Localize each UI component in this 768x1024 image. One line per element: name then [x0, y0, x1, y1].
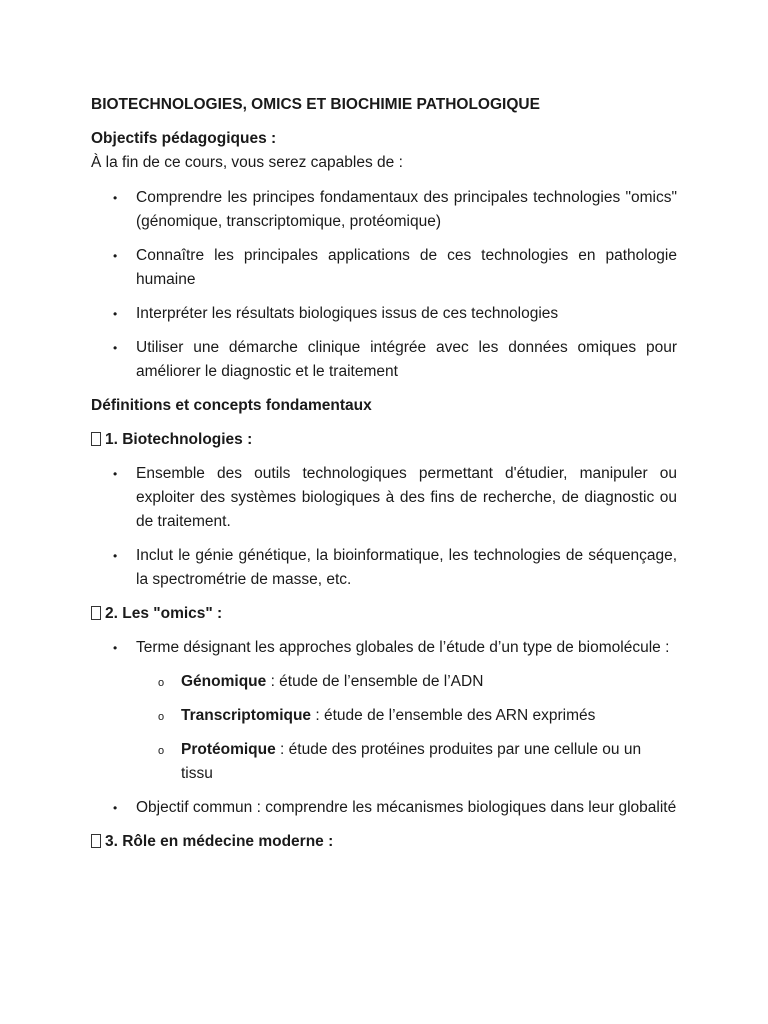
omics-item: • Objectif commun : comprendre les mécanismes biologiques dans leur globalité — [91, 796, 677, 820]
omics-desc: : étude de l’ensemble de l’ADN — [266, 673, 484, 690]
objective-item: • Interpréter les résultats biologiques issus de ces technologies — [91, 302, 677, 326]
objective-item: • Connaître les principales applications de ces technologies en pathologie humaine — [91, 244, 677, 292]
objective-item: • Utiliser une démarche clinique intégrée avec les données omiques pour améliorer le diagnostic et le traitement — [91, 336, 677, 384]
missing-glyph-icon — [91, 606, 101, 620]
section-omics-heading — [91, 602, 677, 626]
document-title: BIOTECHNOLOGIES, OMICS ET BIOCHIMIE PATHOLOGIQUE — [91, 96, 540, 113]
omics-sublist — [136, 670, 677, 786]
omics-desc: : étude des protéines produites par une cellule ou un tissu — [181, 741, 642, 782]
section-medicine-title: 3. Rôle en médecine moderne : — [105, 833, 334, 850]
section-biotechnologies-title: 1. Biotechnologies : — [105, 431, 253, 448]
omics-term: Protéomique — [181, 741, 276, 758]
section-medicine-heading — [91, 830, 677, 854]
objectives-heading: Objectifs pédagogiques : — [91, 130, 277, 147]
omics-term: Transcriptomique — [181, 707, 312, 724]
document-page — [91, 93, 677, 864]
definitions-heading: Définitions et concepts fondamentaux — [91, 397, 372, 414]
omics-term: Génomique — [181, 673, 267, 690]
missing-glyph-icon — [91, 432, 101, 446]
omics-item — [91, 636, 677, 786]
biotech-item: • Ensemble des outils technologiques permettant d'étudier, manipuler ou exploiter des systèmes biologiques à des fins de recherche, de diagnostic ou de traitement. — [91, 462, 677, 534]
missing-glyph-icon — [91, 834, 101, 848]
omics-item-text: Terme désignant les approches globales de l’étude d’un type de biomolécule : — [136, 639, 670, 656]
omics-subitem — [136, 704, 677, 728]
biotech-item: • Inclut le génie génétique, la bioinformatique, les technologies de séquençage, la spectrométrie de masse, etc. — [91, 544, 677, 592]
section-omics-title: 2. Les "omics" : — [105, 605, 223, 622]
objectives-intro: À la fin de ce cours, vous serez capables de : — [91, 154, 403, 171]
omics-desc: : étude de l’ensemble des ARN exprimés — [311, 707, 596, 724]
objectives-list — [91, 186, 677, 384]
omics-list — [91, 636, 677, 820]
objective-item: • Comprendre les principes fondamentaux des principales technologies "omics" (génomique, transcriptomique, protéomique) — [91, 186, 677, 234]
biotechnologies-list — [91, 462, 677, 592]
omics-subitem — [136, 670, 677, 694]
omics-subitem — [136, 738, 677, 786]
section-biotechnologies-heading — [91, 428, 677, 452]
